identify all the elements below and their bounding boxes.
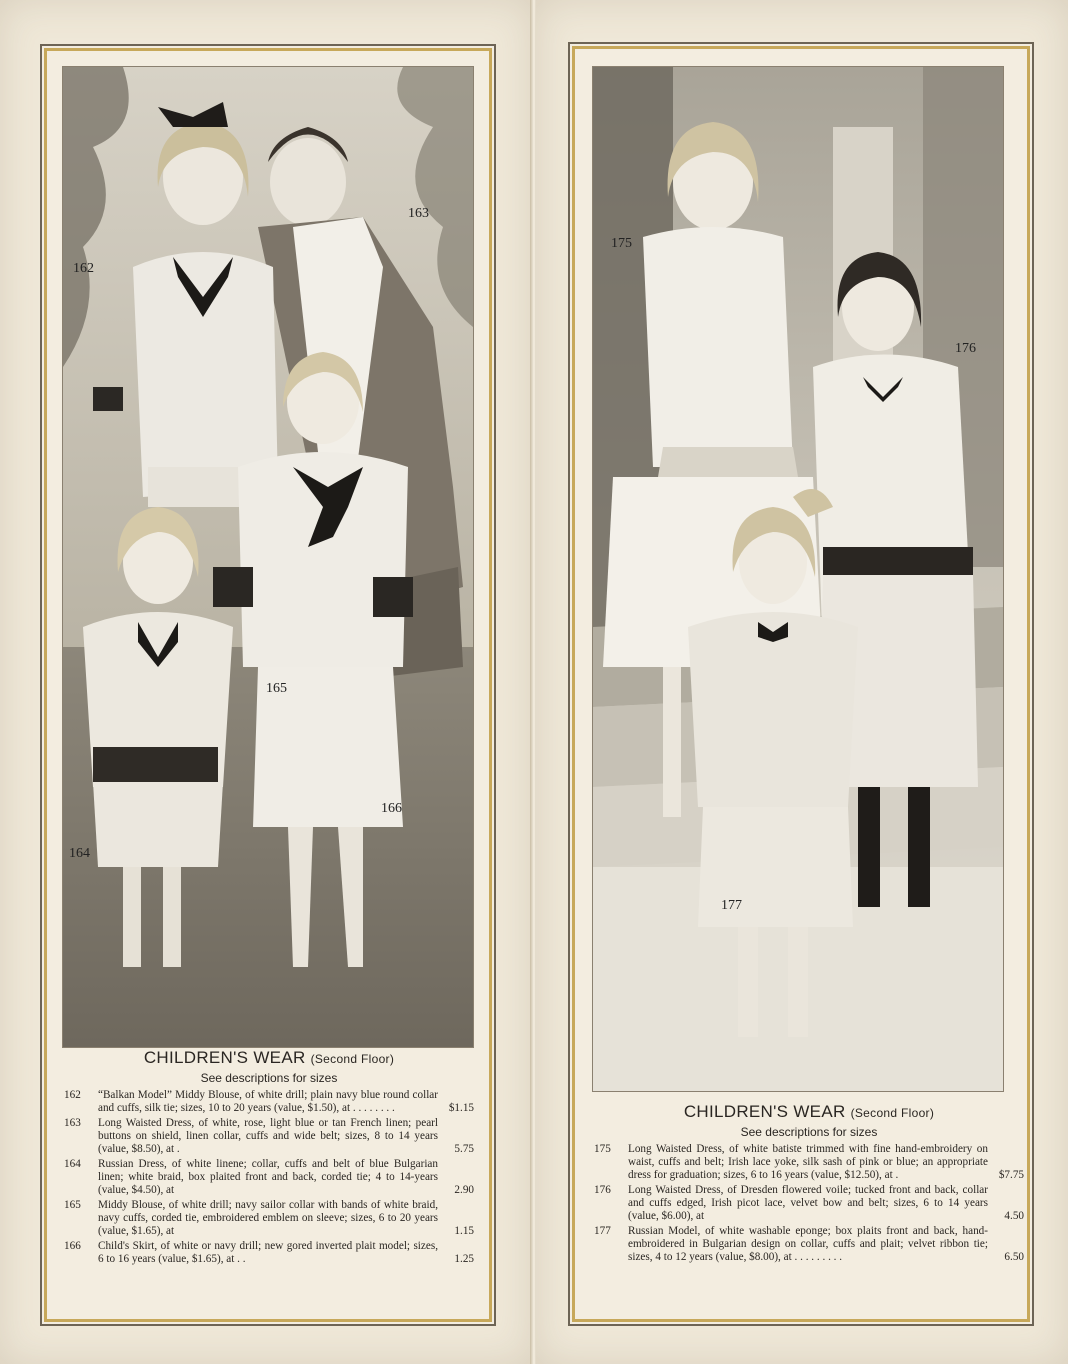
item-price: 1.25: [454, 1253, 474, 1265]
item-description: Russian Dress, of white linene; collar, cuffs and belt of blue Bulgarian linen; white braid, box plaited front and back, corded tie; 4 to 14-years (value, $4.50), at: [98, 1158, 438, 1196]
figure-label-175: 175: [611, 236, 632, 251]
list-item: [594, 1143, 1024, 1182]
item-number: 164: [64, 1158, 81, 1170]
illustration-children-group-right: [592, 66, 1004, 1092]
item-price: $1.15: [448, 1102, 474, 1114]
item-description: Russian Model, of white washable eponge; box plaits front and back, hand-embroidered in Bulgarian design on collar, cuffs and plait; velvet ribbon tie; sizes, 4 to 12 years (value, $8.00), at . . . . . . . . .: [628, 1225, 988, 1263]
section-subtitle: See descriptions for sizes: [740, 1125, 878, 1139]
item-description: Long Waisted Dress, of Dresden flowered voile; tucked front and back, collar and cuffs edged, Irish picot lace, velvet bow and belt; sizes, 6 to 14 years (value, $6.00), at: [628, 1184, 988, 1222]
list-item: [594, 1184, 1024, 1223]
section-title: [64, 1048, 474, 1068]
item-number: 176: [594, 1184, 611, 1196]
item-number: 166: [64, 1240, 81, 1252]
illustration-drawing: [593, 67, 1003, 1091]
figure-label-166: 166: [381, 801, 402, 816]
item-description: Long Waisted Dress, of white, rose, light blue or tan French linen; pearl buttons on shield, linen collar, cuffs and wide belt; sizes, 8 to 14 years (value, $8.50), at .: [98, 1117, 438, 1155]
catalog-page-left: [0, 0, 532, 1364]
figure-label-164: 164: [69, 846, 90, 861]
figure-label-176: 176: [955, 341, 976, 356]
item-number: 177: [594, 1225, 611, 1237]
list-item: [64, 1199, 474, 1238]
item-price: 5.75: [454, 1143, 474, 1155]
list-item: [64, 1240, 474, 1266]
section-title-note: (Second Floor): [310, 1052, 395, 1066]
page-frame: [568, 42, 1034, 1326]
section-title-text: CHILDREN'S WEAR: [683, 1102, 846, 1121]
section-subtitle: See descriptions for sizes: [200, 1071, 338, 1085]
section-title: [594, 1102, 1024, 1122]
item-number: 162: [64, 1089, 81, 1101]
list-item: [64, 1158, 474, 1197]
figure-label-163: 163: [408, 206, 429, 221]
item-price: $7.75: [998, 1169, 1024, 1181]
figure-label-162: 162: [73, 261, 94, 276]
catalog-page-right: [536, 0, 1068, 1364]
item-list: [594, 1143, 1024, 1264]
item-description: Long Waisted Dress, of white batiste trimmed with fine hand-embroidery on waist, cuffs and belt; Irish lace yoke, silk sash of pink or blue; an appropriate dress for graduation; sizes, 6 to 16 years (value, $12.50), at .: [628, 1143, 988, 1181]
section-title-text: CHILDREN'S WEAR: [143, 1048, 306, 1067]
caption-block-right: [594, 1102, 1024, 1266]
list-item: [594, 1225, 1024, 1264]
figure-label-165: 165: [266, 681, 287, 696]
caption-block-left: [64, 1048, 474, 1268]
item-number: 165: [64, 1199, 81, 1211]
figure-label-177: 177: [721, 898, 742, 913]
item-number: 163: [64, 1117, 81, 1129]
item-description: Middy Blouse, of white drill; navy sailor collar with bands of white braid, navy cuffs, corded tie, embroidered emblem on sleeve; sizes, 6 to 20 years (value, $1.65), at: [98, 1199, 438, 1237]
item-price: 1.15: [454, 1225, 474, 1237]
item-description: “Balkan Model” Middy Blouse, of white drill; plain navy blue round collar and cuffs, silk tie; sizes, 10 to 20 years (value, $1.50), at . . . . . . . .: [98, 1089, 438, 1114]
illustration-drawing: [63, 67, 473, 1047]
item-number: 175: [594, 1143, 611, 1155]
item-price: 6.50: [1004, 1251, 1024, 1263]
item-price: 2.90: [454, 1184, 474, 1196]
item-list: [64, 1089, 474, 1266]
item-description: Child's Skirt, of white or navy drill; new gored inverted plait model; sizes, 6 to 16 years (value, $1.65), at . .: [98, 1240, 438, 1265]
page-frame: [40, 44, 496, 1326]
section-title-note: (Second Floor): [850, 1106, 935, 1120]
list-item: [64, 1117, 474, 1156]
item-price: 4.50: [1004, 1210, 1024, 1222]
list-item: [64, 1089, 474, 1115]
illustration-children-group-left: [62, 66, 474, 1048]
